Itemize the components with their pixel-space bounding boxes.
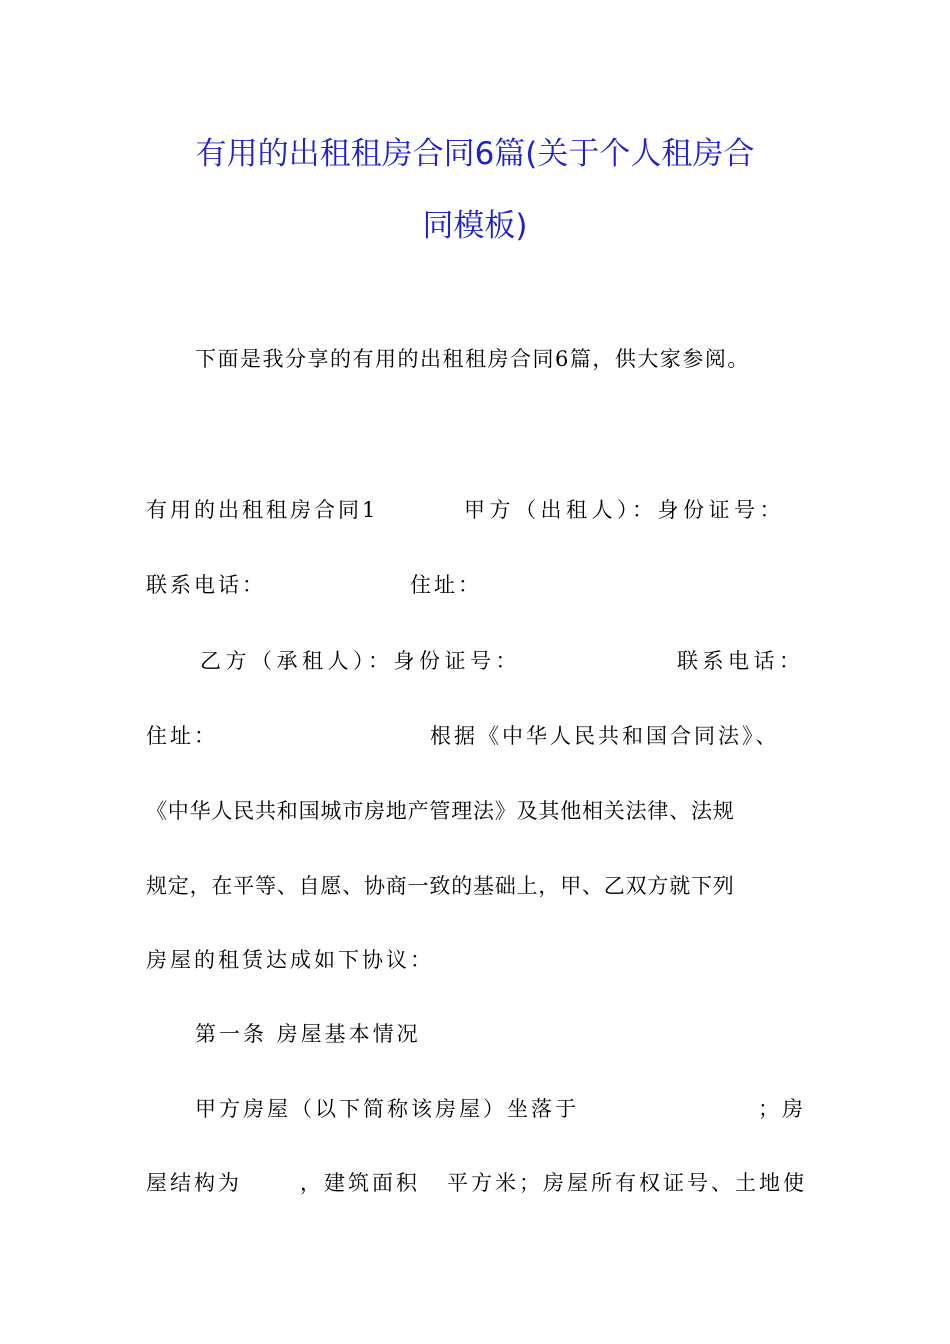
legal-basis-start: 根据《中华人民共和国合同法》、 bbox=[430, 724, 780, 748]
legal-basis-line3: 规定，在平等、自愿、协商一致的基础上，甲、乙双方就下列 bbox=[146, 874, 735, 898]
article1-ownership: 平方米；房屋所有权证号、土地使 bbox=[447, 1171, 807, 1195]
party-b-address: 住址： bbox=[146, 724, 218, 748]
party-b-label: 乙方（承租人）：身份证号： bbox=[200, 649, 521, 673]
intro-paragraph: 下面是我分享的有用的出租租房合同6篇，供大家参阅。 bbox=[195, 347, 750, 371]
article1-area: ，建筑面积 bbox=[300, 1171, 420, 1195]
party-a-label: 甲方（出租人）：身份证号： bbox=[464, 498, 785, 522]
article1-structure: 屋结构为 bbox=[146, 1171, 242, 1195]
party-a-phone: 联系电话： bbox=[146, 573, 266, 597]
party-b-phone: 联系电话： bbox=[677, 649, 805, 673]
document-title-line2: 同模板) bbox=[422, 208, 528, 244]
article1-location-end: ；房 bbox=[758, 1097, 806, 1121]
party-a-address: 住址： bbox=[410, 573, 482, 597]
article1-title: 第一条 房屋基本情况 bbox=[195, 1022, 421, 1046]
legal-basis-line4: 房屋的租赁达成如下协议： bbox=[146, 948, 434, 972]
contract1-heading: 有用的出租租房合同1 bbox=[146, 498, 379, 522]
document-title-line1: 有用的出租租房合同6篇(关于个人租房合 bbox=[195, 136, 755, 172]
legal-basis-line2: 《中华人民共和国城市房地产管理法》及其他相关法律、法规 bbox=[146, 799, 735, 823]
article1-location: 甲方房屋（以下简称该房屋）坐落于 bbox=[195, 1097, 579, 1121]
